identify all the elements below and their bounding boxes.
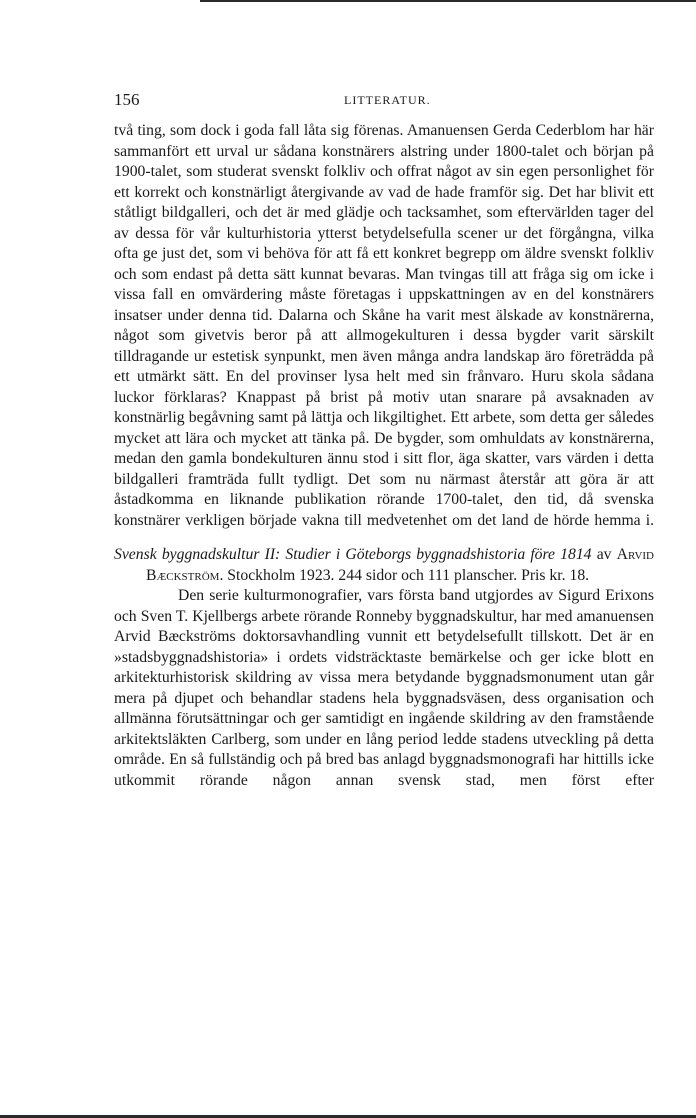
entry-details: . Stockholm 1923. 244 sidor och 111 planscher. Pris kr. 18. bbox=[219, 566, 590, 584]
top-rule bbox=[200, 0, 696, 2]
review-paragraph: Den serie kulturmonografier, vars första band utgjordes av Sigurd Erixons och Sven T. Kjellbergs arbete rörande Ronneby byggnadskultur, har med amanuensen Arvid Bæckströms doktorsavhandling vunnit ett betydelsefullt tillskott. Det är en »stadsbyggnadshistoria» i ordets vidsträcktaste bemärkelse och ger icke blott en arkitekturhistorisk skildring av vissa mera betydande byggnadsmonument utan går mera på djupet och behandlar stadens hela byggnadsväsen, dess organisation och allmänna förutsättningar och ger samtidigt en ingående skildring av den framstående arkitektsläkten Carlberg, som under en lång period ledde stadens utveckling på detta område. En så fullständig och på bred bas anlagd byggnadsmonografi har hittills icke utkommit rörande någon annan svensk stad, men först efter bbox=[114, 587, 654, 789]
entry-title: Svensk byggnadskultur II: Studier i Göteborgs byggnadshistoria före 1814 bbox=[114, 546, 592, 563]
body-text bbox=[114, 121, 654, 791]
bibliography-entry bbox=[114, 545, 654, 586]
page-header bbox=[114, 90, 654, 110]
page-number: 156 bbox=[114, 90, 140, 109]
entry-by: av bbox=[596, 546, 612, 563]
running-head: LITTERATUR. bbox=[344, 93, 431, 107]
paragraph-continued: två ting, som dock i goda fall låta sig förenas. Amanuensen Gerda Cederblom har här sammanfört ett urval ur sådana konstnärers alstring under 1800-talet och början på 1900-talet, som studerat svenskt folkliv och offrat något av sin egen personlighet för ett korrekt och konstnärligt återgivande av vad de hade framför sig. Det har blivit ett ståtligt bildgalleri, och det är med glädje och tacksamhet, som eftervärlden tager del av dessa för vår kulturhistoria ytterst betydelsefulla scener ur det förgångna, vilka ofta ge just det, som vi behöva för att få ett konkret begrepp om äldre svenskt folkliv och som endast på detta sätt kunnat bevaras. Man tvingas till att fråga sig om icke i vissa fall en omvärdering måste företagas i uppskattningen av en del konstnärers insatser under denna tid. Dalarna och Skåne ha varit mest älskade av konstnärerna, något som givetvis beror på att allmogekulturen i dessa bygder varit särskilt tilldragande ur estetisk synpunkt, men även många andra landskap äro företrädda på ett utmärkt sätt. En del provinser lysa helt med sin frånvaro. Huru skola sådana luckor förklaras? Knappast på brist på motiv utan snarare på avsaknaden av konstnärlig begåvning samt på lättja och likgiltighet. Ett arbete, som detta ger således mycket att lära och mycket att tänka på. De bygder, som omhuldats av konstnärerna, medan den gamla bondekulturen ännu stod i sitt flor, äga skatter, vars värden i detta bildgalleri framträda fullt tydligt. Det som nu närmast återstår att göra är att åstadkomma en liknande publikation rörande 1700-talet, den tid, då svenska konstnärer verkligen började vakna till medvetenhet om det land de hörde hemma i. bbox=[114, 122, 654, 529]
entry-author: Arvid Bæckström bbox=[146, 546, 654, 584]
